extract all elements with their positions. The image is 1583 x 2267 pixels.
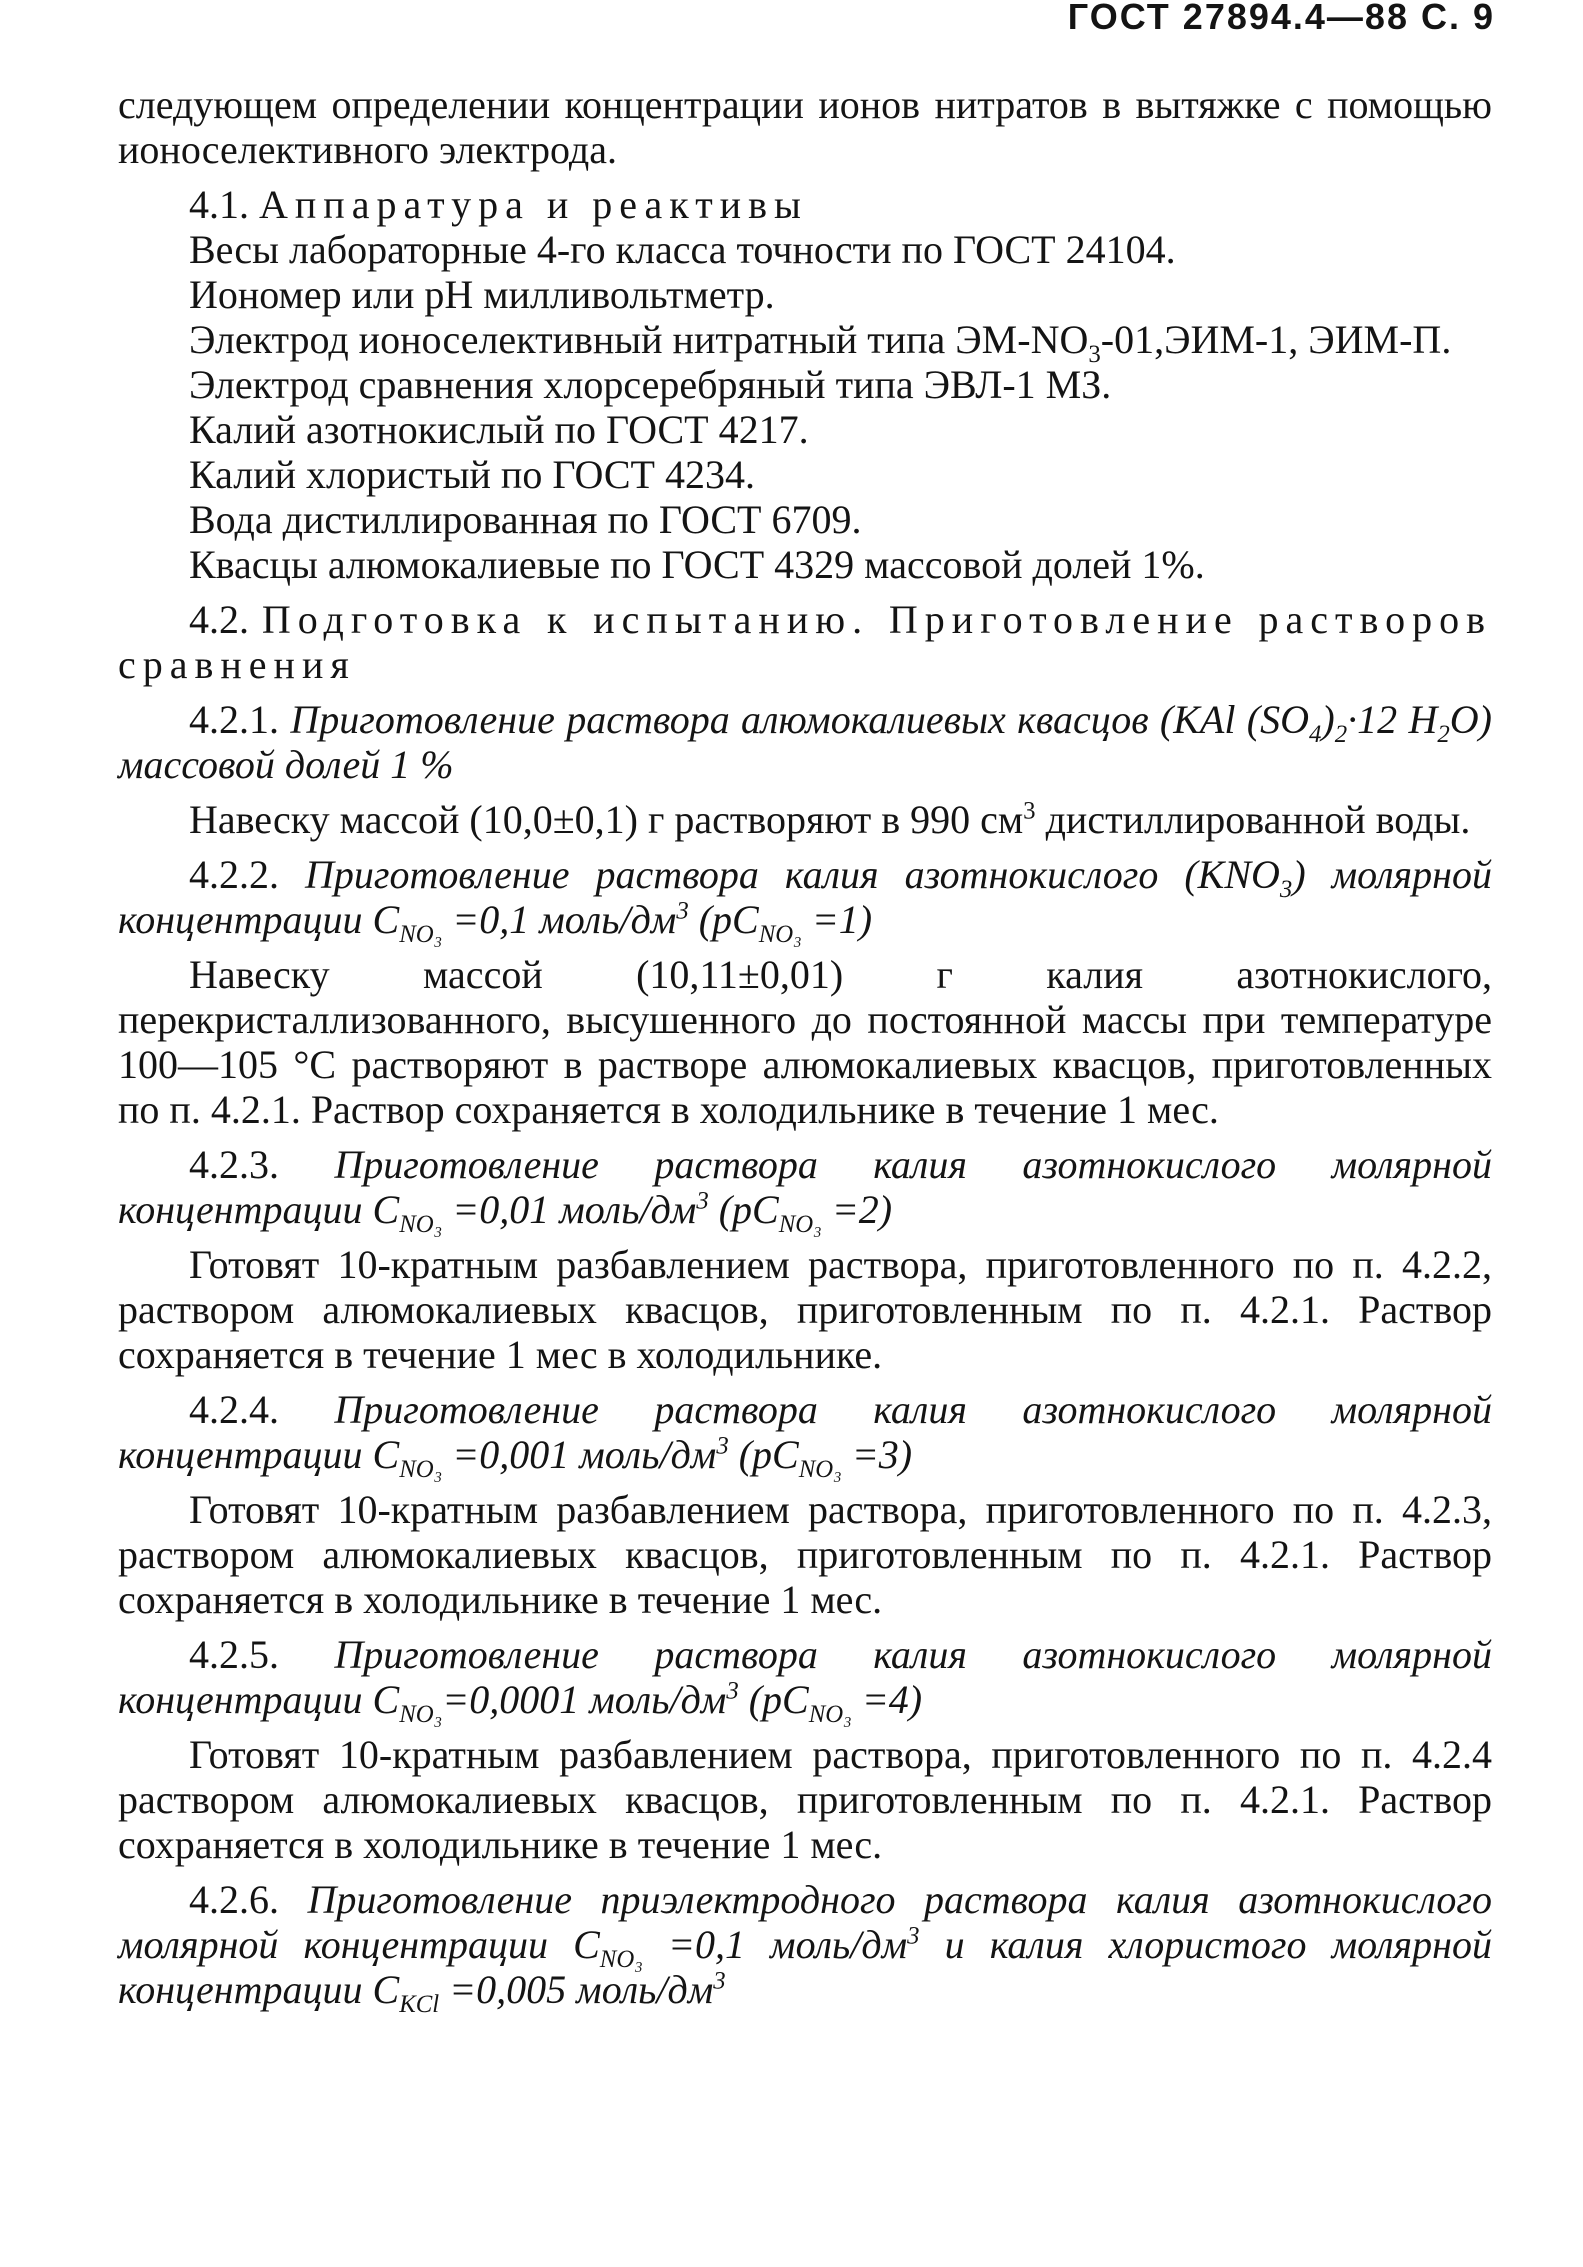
apparatus-item: Иономер или pH милливольтметр. — [189, 272, 775, 317]
section-heading-4-1: 4.1. Аппаратура и реактивы — [189, 182, 808, 227]
paragraph: Готовят 10-кратным разбавлением раствора, приготовленного по п. 4.2.4 раствором алюмокалиевых квасцов, приготовленным по п. 4.2.1. Раствор сохраняется в холодильнике в течение 1 мес. — [118, 1732, 1492, 1867]
apparatus-item: Калий азотнокислый по ГОСТ 4217. — [189, 407, 809, 452]
paragraph: Навеску массой (10,0±0,1) г растворяют в 990 $см^3$ дистиллированной воды. — [189, 797, 1471, 842]
apparatus-item: Электрод сравнения хлорсеребряный типа ЭВЛ-1 МЗ. — [189, 362, 1112, 407]
apparatus-item: Электрод ионоселективный нитратный типа $ЭМ-NO_3-01,ЭИМ-1$, ЭИМ-П. — [189, 317, 1452, 368]
subsection-heading-4-2-6: 4.2.6. Приготовление приэлектродного раствора калия азотнокислого молярной концентрации $C_{NO_3} =0,1$ моль/$дм^3$ и калия хлористого молярной концентрации $C_{KCl} =0,005$ моль/$дм^3$ — [118, 1877, 1493, 2018]
section-heading-4-2: 4.2. Подготовка к испытанию. Приготовление растворов сравнения — [118, 597, 1492, 687]
subsection-heading-4-2-4: 4.2.4. Приготовление раствора калия азотнокислого молярной концентрации $C_{NO_3} =0,001$ моль/$дм^3$ $(pC_{NO_3} =3)$ — [118, 1387, 1492, 1483]
subsection-heading-4-2-2: 4.2.2. Приготовление раствора калия азотнокислого $(KNO_3)$ молярной концентрации $C_{NO_3} =0,1$ моль/$дм^3$ $(pC_{NO_3} =1)$ — [118, 852, 1492, 948]
apparatus-item: Квасцы алюмокалиевые по ГОСТ 4329 массовой долей 1%. — [189, 542, 1205, 587]
page-content — [118, 82, 1493, 2018]
paragraph: Навеску массой (10,11±0,01) г калия азотнокислого, перекристаллизованного, высушенного до постоянной массы при температуре 100—105 °С растворяют в растворе алюмокалиевых квасцов, приготовленных по п. 4.2.1. Раствор сохраняется в холодильнике в течение 1 мес. — [118, 952, 1492, 1132]
section-title: Аппаратура и реактивы — [259, 182, 808, 227]
paragraph: Готовят 10-кратным разбавлением раствора, приготовленного по п. 4.2.3, раствором алюмокалиевых квасцов, приготовленным по п. 4.2.1. Раствор сохраняется в холодильнике в течение 1 мес. — [118, 1487, 1492, 1622]
apparatus-item: Весы лабораторные 4-го класса точности по ГОСТ 24104. — [189, 227, 1176, 272]
apparatus-item: Калий хлористый по ГОСТ 4234. — [189, 452, 755, 497]
page-header: ГОСТ 27894.4—88 С. 9 — [1067, 0, 1495, 37]
section-title: Подготовка к испытанию. Приготовление растворов сравнения — [118, 597, 1492, 687]
paragraph-continuation: следующем определении концентрации ионов нитратов в вытяжке с помощью ионоселективного электрода. — [118, 82, 1492, 172]
subsection-heading-4-2-1: 4.2.1. Приготовление раствора алюмокалиевых квасцов (KAl $(SO_4)_2\cdot 12$ $H_2O$) массовой долей 1 % — [118, 697, 1492, 787]
paragraph: Готовят 10-кратным разбавлением раствора, приготовленного по п. 4.2.2, раствором алюмокалиевых квасцов, приготовленным по п. 4.2.1. Раствор сохраняется в течение 1 мес в холодильнике. — [118, 1242, 1492, 1377]
apparatus-item: Вода дистиллированная по ГОСТ 6709. — [189, 497, 862, 542]
subsection-heading-4-2-3: 4.2.3. Приготовление раствора калия азотнокислого молярной концентрации $C_{NO_3} =0,01$ моль/$дм^3$ $(pC_{NO_3} =2)$ — [118, 1142, 1492, 1238]
subsection-heading-4-2-5: 4.2.5. Приготовление раствора калия азотнокислого молярной концентрации $C_{NO_3}=0,0001$ моль/$дм^3$ $(pC_{NO_3} =4)$ — [118, 1632, 1492, 1728]
